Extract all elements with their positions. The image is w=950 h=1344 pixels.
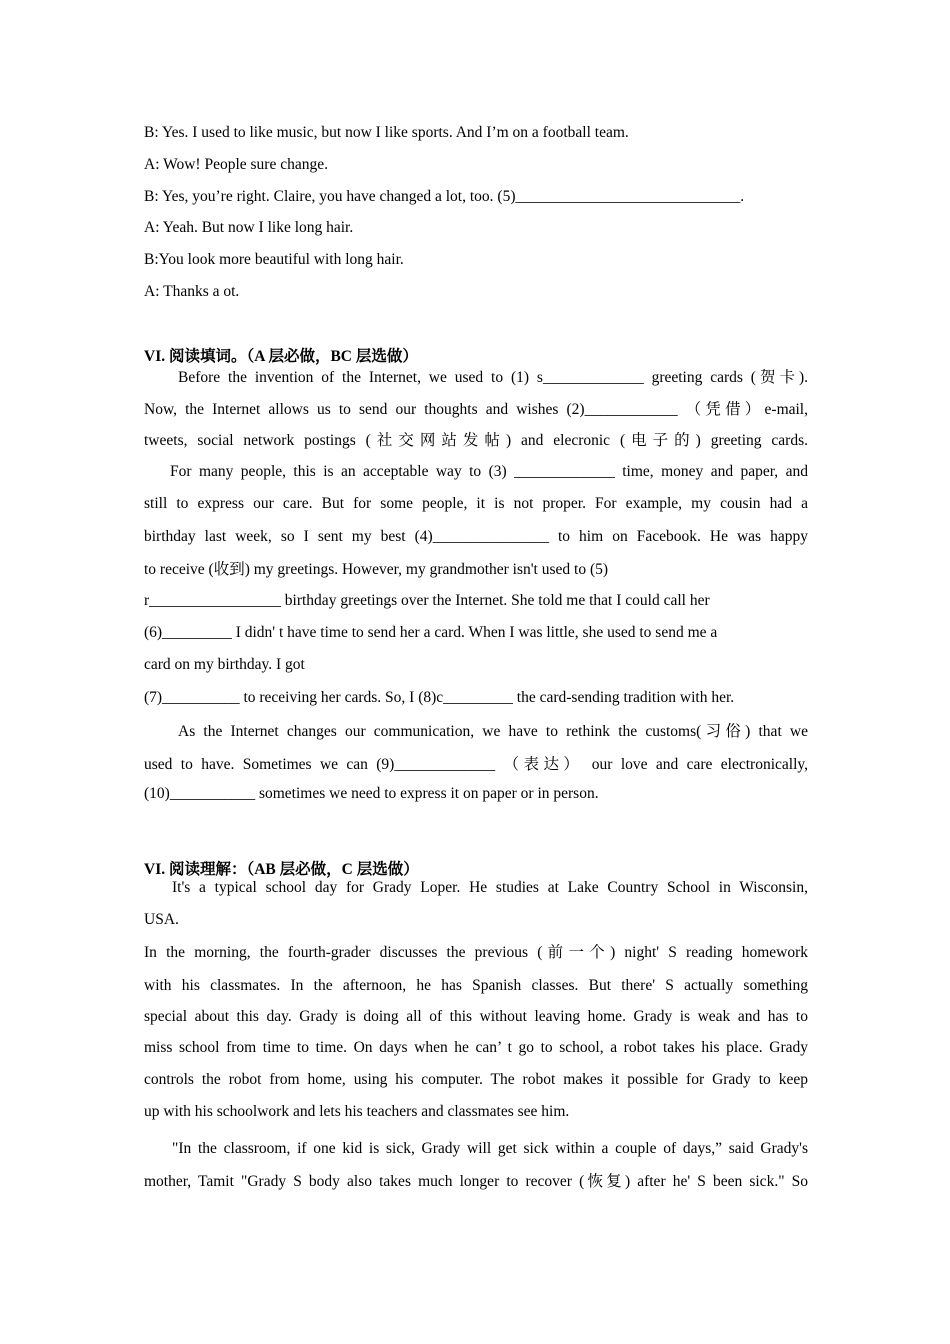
passage-line: "In the classroom, if one kid is sick, Grady will get sick within a couple of days,” said Grady's: [172, 1140, 808, 1157]
dialogue-line: B:You look more beautiful with long hair.: [144, 251, 404, 269]
dialogue-line: A: Yeah. But now I like long hair.: [144, 219, 354, 237]
passage-line: r_________________ birthday greetings over the Internet. She told me that I could call her: [144, 592, 710, 609]
cloze-section: [144, 344, 808, 802]
passage-line: tweets, social network postings (社交网站发帖) and elecronic (电子的) greeting cards.: [144, 432, 808, 449]
passage-line: USA.: [144, 911, 179, 928]
passage-line: still to express our care. But for some people, it is not proper. For example, my cousin had a: [144, 495, 808, 512]
dialogue-line: B: Yes, you’re right. Claire, you have changed a lot, too. (5)_____________________________.: [144, 187, 745, 205]
dialogue-line: A: Wow! People sure change.: [144, 155, 328, 173]
passage-line: As the Internet changes our communication, we have to rethink the customs(习俗) that we: [178, 723, 808, 740]
section-heading: VI. 阅读理解：（AB 层必做，C 层选做）: [144, 861, 419, 878]
passage-line: miss school from time to time. On days when he can’ t go to school, a robot takes his place. Grady: [144, 1039, 808, 1056]
passage-line: card on my birthday. I got: [144, 656, 305, 673]
passage-line: controls the robot from home, using his computer. The robot makes it possible for Grady to keep: [144, 1071, 808, 1088]
passage-line: used to have. Sometimes we can (9)_____________ （表达） our love and care electronically,: [144, 756, 808, 773]
passage-line: (10)___________ sometimes we need to express it on paper or in person.: [144, 785, 599, 802]
passage-line: In the morning, the fourth-grader discusses the previous (前一个) night' S reading homework: [144, 944, 808, 961]
reading-section: [144, 857, 808, 1190]
dialogue-line: A: Thanks a ot.: [144, 282, 240, 300]
dialogue: [144, 117, 808, 308]
passage-line: Before the invention of the Internet, we used to (1) s_____________ greeting cards (贺卡).: [178, 369, 808, 386]
passage-line: For many people, this is an acceptable way to (3) _____________ time, money and paper, and: [170, 463, 808, 480]
document-page: [144, 117, 808, 1190]
section-heading: VI. 阅读填词。（A 层必做，BC 层选做）: [144, 348, 418, 365]
passage-line: (7)__________ to receiving her cards. So, I (8)c_________ the card-sending tradition with her.: [144, 689, 735, 706]
passage-line: mother, Tamit "Grady S body also takes much longer to recover (恢复) after he' S been sick." So: [144, 1173, 808, 1190]
passage-line: Now, the Internet allows us to send our thoughts and wishes (2)____________ （凭借）e-mail,: [144, 401, 808, 418]
passage-line: special about this day. Grady is doing all of this without leaving home. Grady is weak and has to: [144, 1008, 808, 1025]
passage-line: birthday last week, so I sent my best (4)_______________ to him on Facebook. He was happy: [144, 528, 808, 545]
passage-line: up with his schoolwork and lets his teachers and classmates see him.: [144, 1103, 570, 1120]
passage-line: with his classmates. In the afternoon, he has Spanish classes. But there' S actually something: [144, 977, 808, 994]
passage-line: It's a typical school day for Grady Loper. He studies at Lake Country School in Wisconsin,: [172, 879, 808, 896]
passage-line: to receive (收到) my greetings. However, my grandmother isn't used to (5): [144, 561, 609, 578]
passage-line: (6)_________ I didn' t have time to send her a card. When I was little, she used to send me a: [144, 624, 718, 641]
dialogue-line: B: Yes. I used to like music, but now I like sports. And I’m on a football team.: [144, 124, 629, 141]
